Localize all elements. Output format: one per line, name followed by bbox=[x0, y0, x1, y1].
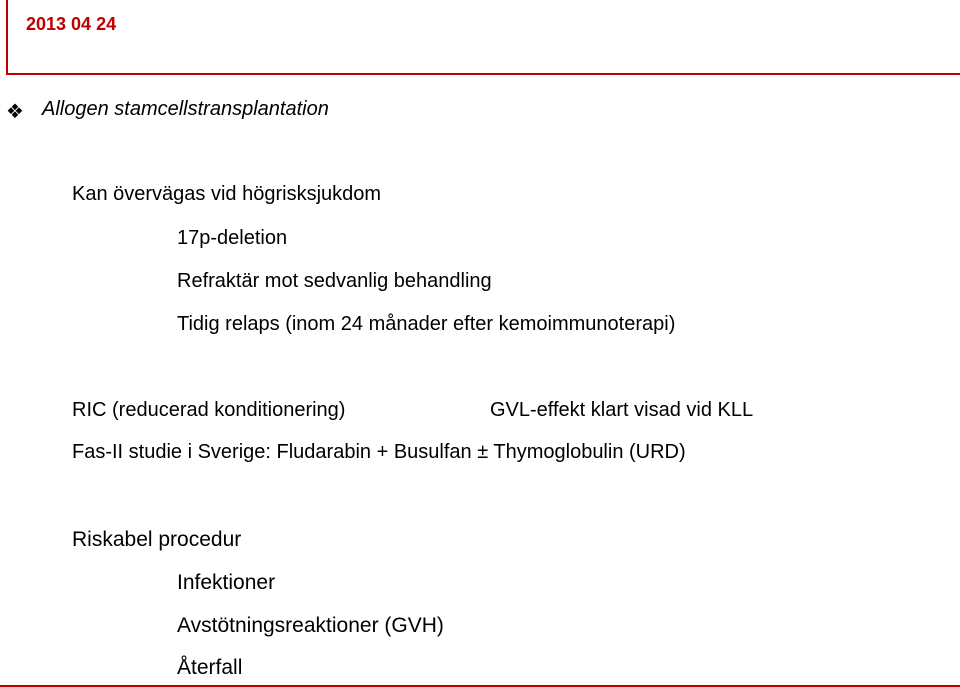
list-item: 17p-deletion bbox=[177, 227, 288, 249]
gvl-text: GVL-effekt klart visad vid KLL bbox=[490, 399, 754, 421]
list-item: Refraktär mot sedvanlig behandling bbox=[177, 270, 492, 292]
section1-heading: Kan övervägas vid högrisksjukdom bbox=[72, 183, 382, 205]
list-item: Återfall bbox=[177, 656, 243, 679]
slide-date: 2013 04 24 bbox=[26, 14, 117, 34]
header-vertical-rule bbox=[6, 0, 8, 75]
ric-text: RIC (reducerad konditionering) bbox=[72, 399, 346, 421]
list-item: Infektioner bbox=[177, 571, 276, 594]
section3-heading: Riskabel procedur bbox=[72, 528, 242, 551]
list-item: Tidig relaps (inom 24 månader efter kemoimmunoterapi) bbox=[177, 313, 676, 335]
slide-title: Allogen stamcellstransplantation bbox=[42, 98, 329, 120]
four-diamond-bullet-icon: ❖ bbox=[6, 99, 24, 123]
header-horizontal-rule bbox=[6, 73, 960, 75]
study-text: Fas-II studie i Sverige: Fludarabin + Busulfan ± Thymoglobulin (URD) bbox=[72, 441, 686, 463]
list-item: Avstötningsreaktioner (GVH) bbox=[177, 614, 444, 637]
